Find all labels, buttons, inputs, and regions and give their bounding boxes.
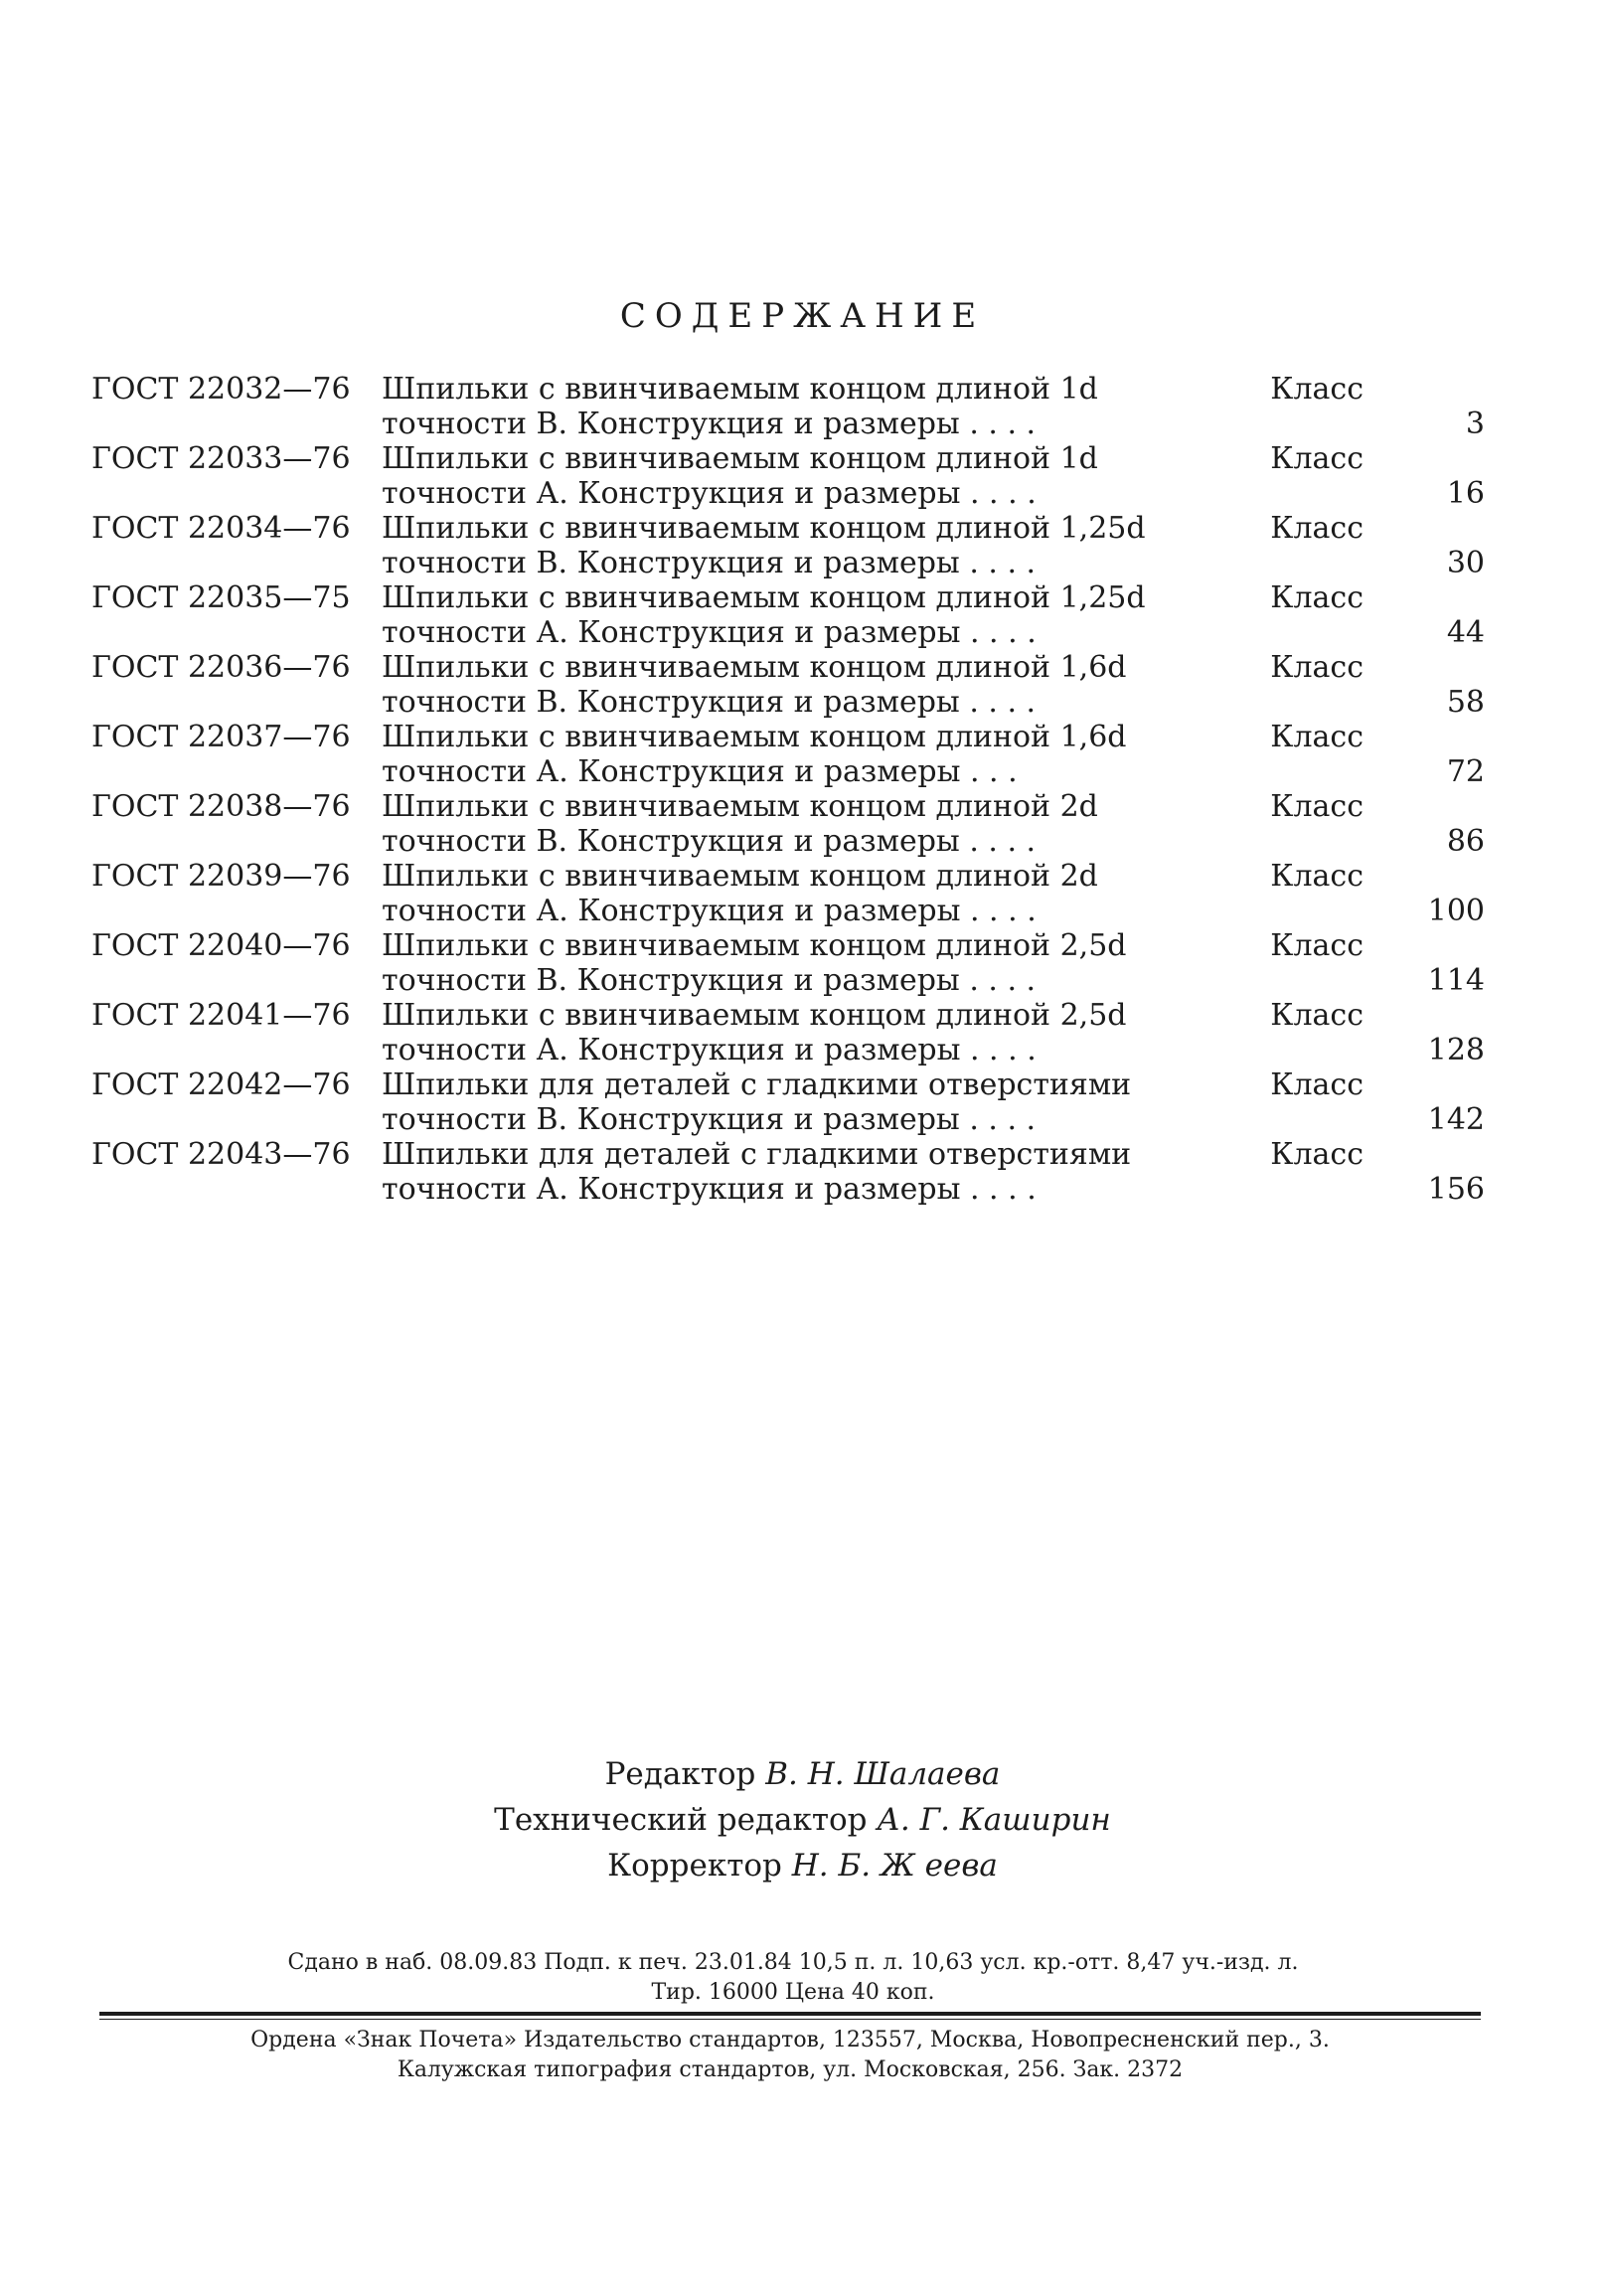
toc-entry [91, 441, 1485, 511]
entry-title: Шпильки с ввинчиваемым концом длиной 2d [382, 859, 1098, 894]
page-number: 3 [1465, 407, 1485, 441]
gost-code: ГОСТ 22040—76 [91, 928, 351, 963]
tech-editor-credit [0, 1797, 1605, 1843]
editor-name: В. Н. Шалаева [765, 1756, 1001, 1792]
corrector-name: Н. Б. Ж еева [791, 1848, 998, 1884]
entry-subtitle: точности В. Конструкция и размеры . . . . [382, 824, 1037, 859]
gost-code: ГОСТ 22043—76 [91, 1137, 351, 1172]
class-word: Класс [1270, 859, 1364, 894]
class-word: Класс [1270, 511, 1364, 546]
class-word: Класс [1270, 372, 1364, 407]
gost-code: ГОСТ 22036—76 [91, 650, 351, 685]
entry-subtitle: точности А. Конструкция и размеры . . . . [382, 476, 1037, 511]
page-number: 100 [1427, 894, 1485, 928]
entry-subtitle: точности В. Конструкция и размеры . . . . [382, 407, 1037, 441]
entry-subtitle: точности А. Конструкция и размеры . . . . [382, 1172, 1037, 1207]
page-number: 44 [1446, 615, 1485, 650]
credits-block [0, 1751, 1605, 1888]
entry-title: Шпильки для деталей с гладкими отверстиями [382, 1137, 1132, 1172]
divider-thick [99, 2012, 1481, 2016]
table-of-contents [91, 372, 1485, 1207]
gost-code: ГОСТ 22035—75 [91, 580, 351, 615]
publisher-line-1: Ордена «Знак Почета» Издательство стандартов, 123557, Москва, Новопресненский пер., 3. [250, 2028, 1330, 2052]
entry-title: Шпильки с ввинчиваемым концом длиной 2d [382, 789, 1098, 824]
editor-credit [0, 1751, 1605, 1797]
entry-title: Шпильки с ввинчиваемым концом длиной 2,5d [382, 928, 1127, 963]
gost-code: ГОСТ 22042—76 [91, 1067, 351, 1102]
entry-subtitle: точности А. Конструкция и размеры . . . . [382, 615, 1037, 650]
class-word: Класс [1270, 1067, 1364, 1102]
editor-role: Редактор [604, 1756, 756, 1792]
page-number: 114 [1427, 963, 1485, 998]
gost-code: ГОСТ 22034—76 [91, 511, 351, 546]
contents-title: СОДЕРЖАНИЕ [619, 296, 986, 336]
toc-entry [91, 789, 1485, 859]
entry-subtitle: точности А. Конструкция и размеры . . . [382, 754, 1018, 789]
class-word: Класс [1270, 720, 1364, 754]
gost-code: ГОСТ 22037—76 [91, 720, 351, 754]
class-word: Класс [1270, 789, 1364, 824]
class-word: Класс [1270, 441, 1364, 476]
entry-subtitle: точности А. Конструкция и размеры . . . . [382, 894, 1037, 928]
divider-thin [99, 2019, 1481, 2020]
imprint-line-1: Сдано в наб. 08.09.83 Подп. к печ. 23.01.84 10,5 п. л. 10,63 усл. кр.-отт. 8,47 уч.-изд. л. [287, 1950, 1299, 1975]
corrector-credit [0, 1843, 1605, 1888]
class-word: Класс [1270, 998, 1364, 1033]
publisher-line-2: Калужская типография стандартов, ул. Московская, 256. Зак. 2372 [397, 2057, 1184, 2082]
corrector-role: Корректор [607, 1848, 782, 1884]
entry-subtitle: точности В. Конструкция и размеры . . . . [382, 1102, 1037, 1137]
page-number: 16 [1446, 476, 1485, 511]
publisher-block [99, 2026, 1481, 2085]
entry-title: Шпильки с ввинчиваемым концом длиной 1d [382, 372, 1098, 407]
entry-title: Шпильки с ввинчиваемым концом длиной 1,6d [382, 720, 1127, 754]
toc-entry [91, 1137, 1485, 1207]
class-word: Класс [1270, 1137, 1364, 1172]
toc-entry [91, 650, 1485, 720]
toc-entry [91, 928, 1485, 998]
gost-code: ГОСТ 22032—76 [91, 372, 351, 407]
print-imprint [107, 1948, 1479, 2008]
gost-code: ГОСТ 22039—76 [91, 859, 351, 894]
entry-title: Шпильки с ввинчиваемым концом длиной 1,25d [382, 511, 1146, 546]
entry-title: Шпильки с ввинчиваемым концом длиной 2,5d [382, 998, 1127, 1033]
tech-editor-name: А. Г. Каширин [877, 1802, 1111, 1838]
entry-subtitle: точности А. Конструкция и размеры . . . . [382, 1033, 1037, 1067]
toc-entry [91, 998, 1485, 1067]
entry-title: Шпильки для деталей с гладкими отверстиями [382, 1067, 1132, 1102]
page-number: 142 [1427, 1102, 1485, 1137]
entry-title: Шпильки с ввинчиваемым концом длиной 1,6d [382, 650, 1127, 685]
gost-code: ГОСТ 22033—76 [91, 441, 351, 476]
entry-subtitle: точности В. Конструкция и размеры . . . . [382, 685, 1037, 720]
toc-entry [91, 580, 1485, 650]
class-word: Класс [1270, 650, 1364, 685]
page-number: 156 [1427, 1172, 1485, 1207]
gost-code: ГОСТ 22041—76 [91, 998, 351, 1033]
entry-subtitle: точности В. Конструкция и размеры . . . . [382, 963, 1037, 998]
toc-entry [91, 511, 1485, 580]
page-number: 128 [1427, 1033, 1485, 1067]
page-number: 72 [1446, 754, 1485, 789]
entry-title: Шпильки с ввинчиваемым концом длиной 1d [382, 441, 1098, 476]
page-number: 30 [1446, 546, 1485, 580]
class-word: Класс [1270, 580, 1364, 615]
toc-entry [91, 859, 1485, 928]
toc-entry [91, 720, 1485, 789]
page-number: 86 [1446, 824, 1485, 859]
entry-title: Шпильки с ввинчиваемым концом длиной 1,25d [382, 580, 1146, 615]
entry-subtitle: точности В. Конструкция и размеры . . . . [382, 546, 1037, 580]
gost-code: ГОСТ 22038—76 [91, 789, 351, 824]
tech-editor-role: Технический редактор [494, 1802, 868, 1838]
toc-entry [91, 1067, 1485, 1137]
page-number: 58 [1446, 685, 1485, 720]
toc-entry [91, 372, 1485, 441]
imprint-line-2: Тир. 16000 Цена 40 коп. [651, 1980, 935, 2005]
class-word: Класс [1270, 928, 1364, 963]
